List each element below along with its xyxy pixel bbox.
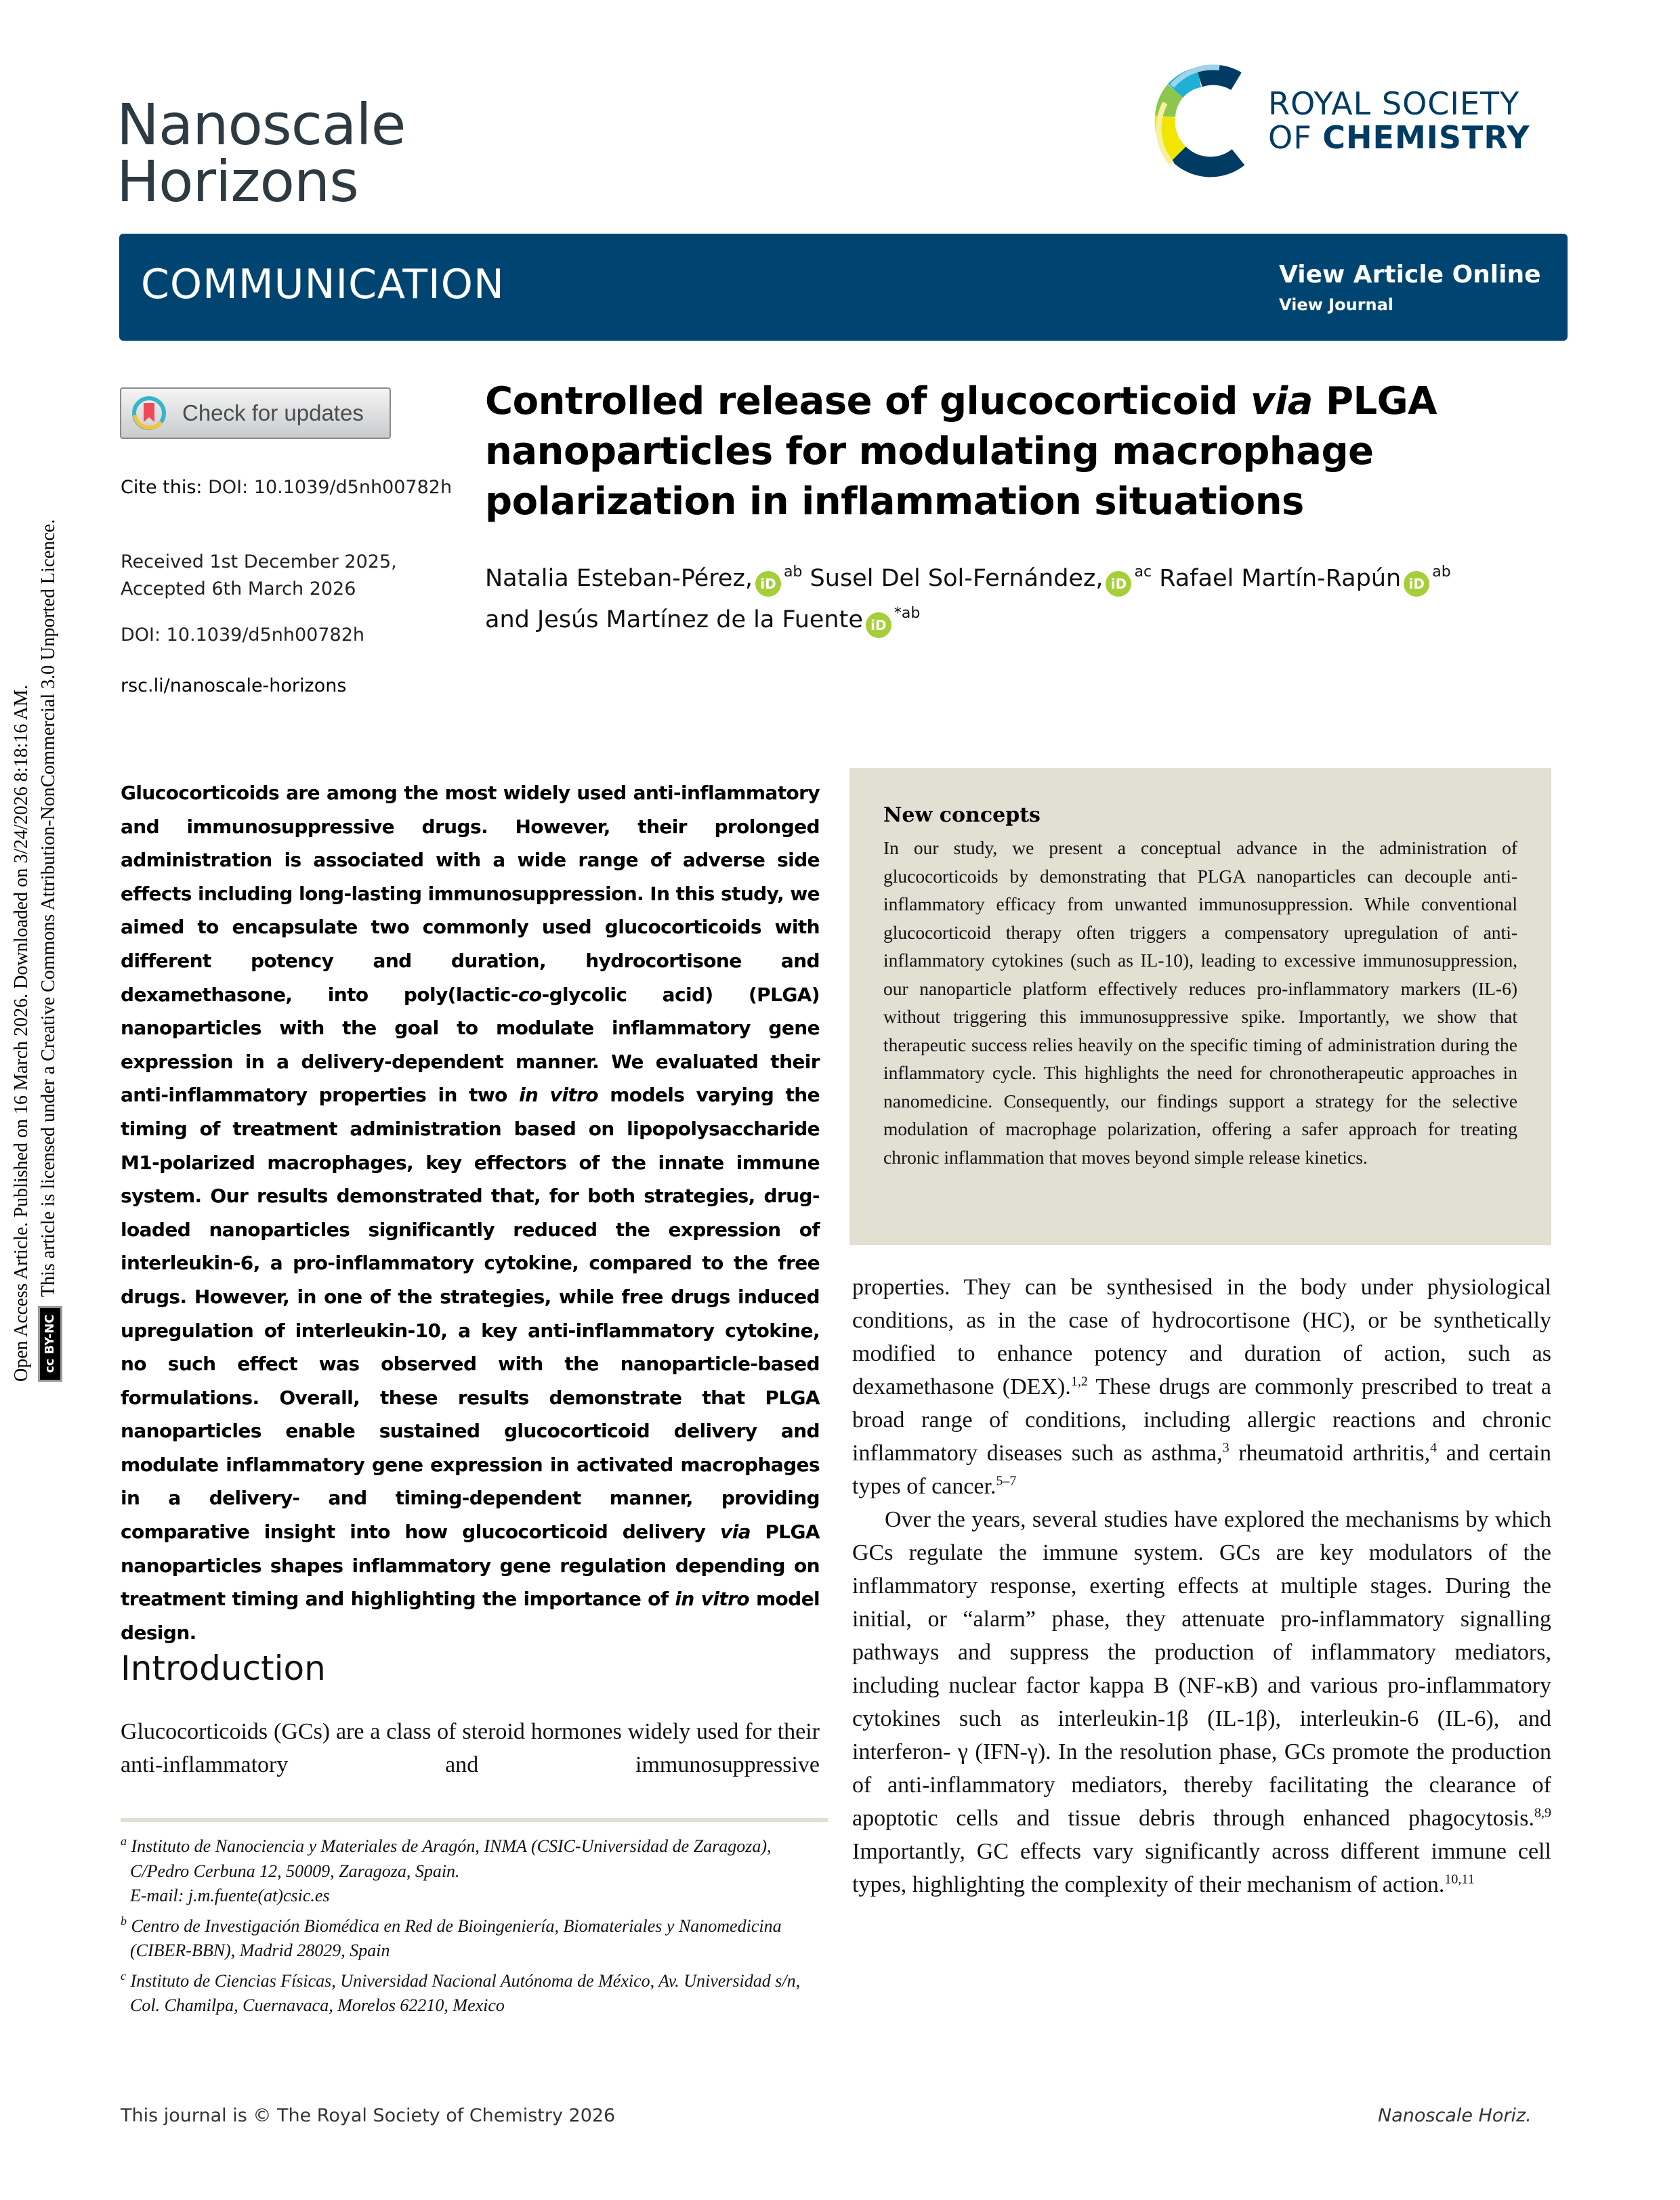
footer-copyright: This journal is © The Royal Society of Chemistry 2026 [121, 2105, 616, 2126]
citation-ref[interactable]: 3 [1222, 1440, 1230, 1456]
abstract-italic: co [518, 983, 542, 1006]
abstract-text: -glycolic acid) (PLGA) nanoparticles with the goal to modulate inflammatory gene expression in a delivery-dependent manner. We evaluated their anti-inflammatory properties in two [121, 983, 820, 1107]
article-type: COMMUNICATION [141, 261, 505, 308]
orcid-icon[interactable]: iD [755, 571, 781, 597]
body-text: and certain types of cancer. [852, 1441, 1552, 1499]
affiliation-email[interactable]: E-mail: j.m.fuente(at)csic.es [130, 1886, 330, 1905]
abstract-text: PLGA nanoparticles shapes inflammatory gene regulation depending on treatment timing and highlighting the importance of [121, 1521, 820, 1611]
abstract-italic: in vitro [519, 1084, 598, 1107]
cite-label: Cite this: [121, 477, 203, 498]
license-strip [8, 520, 62, 1382]
footnote-divider [121, 1818, 828, 1822]
bookmark-ring-icon [131, 395, 167, 431]
body-text-right [852, 1271, 1551, 1901]
citation-ref[interactable]: 1,2 [1070, 1374, 1088, 1389]
affiliation-label: b [121, 1913, 127, 1928]
abstract-text: model design. [121, 1588, 820, 1644]
affiliation-text: Instituto de Ciencias Físicas, Universidad Nacional Autónoma de México, Av. Universidad s/n, Col. Chamilpa, Cuernavaca, Morelos 62210, Mexico [130, 1970, 801, 2015]
new-concepts-body: In our study, we present a conceptual advance in the administration of glucocorticoids by demonstrating that PLGA nanoparticles can decouple anti-inflammatory efficacy from unwanted immunosuppression. While conventional glucocorticoid therapy often triggers a compensatory upregulation of anti-inflammatory cytokines (such as IL-10), leading to excessive immunosuppression, our nanoparticle platform effectively reduces pro-inflammatory markers (IL-6) without triggering this immunosuppressive spike. Importantly, we show that therapeutic success relies heavily on the specific timing of administration during the inflammatory cycle. This highlights the need for chronotherapeutic approaches in nanomedicine. Consequently, our findings support a strategy for the selective modulation of macrophage polarization, offering a safer approach for treating chronic inflammation that moves beyond simple release kinetics. [883, 837, 1517, 1168]
received-date: Received 1st December 2025, [121, 551, 397, 572]
abstract-italic: in vitro [675, 1588, 749, 1611]
affiliation-text: Instituto de Nanociencia y Materiales de Aragón, INMA (CSIC-Universidad de Zaragoza), C/Pedro Cerbuna 12, 50009, Zaragoza, Spain. [130, 1836, 772, 1881]
title-part2: PLGA nanoparticles for modulating macrophage polarization in inflammation situations [485, 379, 1437, 524]
author-name: Susel Del Sol-Fernández, [810, 565, 1104, 592]
author-list [485, 555, 1569, 638]
citation-ref[interactable]: 8,9 [1534, 1805, 1551, 1821]
abstract-italic: via [719, 1521, 751, 1544]
affiliation-a [121, 1829, 825, 1909]
doi: DOI: 10.1039/d5nh00782h [121, 625, 364, 646]
cite-doi: DOI: 10.1039/d5nh00782h [208, 477, 453, 498]
cite-this [121, 474, 452, 501]
title-part1: Controlled release of glucocorticoid [485, 379, 1251, 423]
author-affil: ab [1432, 564, 1451, 580]
citation-ref[interactable]: 4 [1430, 1440, 1437, 1456]
body-paragraph [852, 1503, 1551, 1901]
article-title [485, 377, 1542, 527]
view-article-online-link[interactable]: View Article Online [1279, 261, 1541, 289]
author-name: Natalia Esteban-Pérez, [485, 565, 753, 592]
accepted-date: Accepted 6th March 2026 [121, 578, 356, 599]
license-line2-text[interactable]: This article is licensed under a Creative Commons Attribution-NonCommercial 3.0 Unported Licence. [38, 519, 59, 1298]
check-for-updates-label: Check for updates [182, 400, 364, 425]
body-text: rheumatoid arthritis, [1229, 1441, 1431, 1466]
license-line2 [35, 520, 62, 1382]
orcid-icon[interactable]: iD [1106, 571, 1131, 597]
journal-name-line2: Horizons [117, 148, 358, 215]
affiliations [121, 1829, 825, 2018]
citation-ref[interactable]: 5–7 [996, 1473, 1017, 1489]
publisher-line1: ROYAL SOCIETY [1268, 85, 1520, 122]
view-journal-link[interactable]: View Journal [1279, 295, 1394, 314]
body-paragraph [852, 1271, 1551, 1503]
author-affil: *ab [894, 605, 921, 622]
footer-journal-abbrev: Nanoscale Horiz. [1378, 2105, 1532, 2126]
affiliation-label: a [121, 1834, 127, 1848]
journal-link[interactable]: rsc.li/nanoscale-horizons [121, 675, 347, 696]
license-line1: Open Access Article. Published on 16 March 2026. Downloaded on 3/24/2026 8:18:16 AM. [11, 685, 32, 1382]
new-concepts-box [849, 768, 1551, 1245]
orcid-icon[interactable]: iD [1404, 571, 1429, 597]
new-concepts-heading: New concepts [883, 803, 1041, 827]
journal-name [117, 91, 406, 215]
affiliation-b [121, 1909, 825, 1964]
check-for-updates-button[interactable] [120, 387, 391, 439]
affiliation-label: c [121, 1968, 126, 1983]
orcid-icon[interactable]: iD [866, 612, 891, 638]
publisher-line2-bold: CHEMISTRY [1322, 119, 1530, 156]
introduction-paragraph: Glucocorticoids (GCs) are a class of steroid hormones widely used for their anti-inflammatory and immunosuppressive [121, 1719, 820, 1777]
affiliation-text: Centro de Investigación Biomédica en Red de Bioingeniería, Biomateriales y Nanomedicina (CIBER-BBN), Madrid 28029, Spain [130, 1916, 782, 1960]
abstract [121, 776, 820, 1649]
body-text: These drugs are commonly prescribed to treat a broad range of conditions, including allergic reactions and chronic inflammatory diseases such as asthma, [852, 1374, 1551, 1466]
citation-ref[interactable]: 10,11 [1444, 1871, 1475, 1887]
affiliation-c [121, 1964, 825, 2018]
publisher-name [1268, 87, 1530, 154]
rsc-logo-icon [1152, 62, 1267, 177]
journal-name-line1: Nanoscale [117, 91, 406, 158]
publisher-line2 [1268, 121, 1530, 154]
publisher-line2-prefix: OF [1268, 119, 1312, 156]
title-italic: via [1250, 379, 1313, 423]
body-text: properties. They can be synthesised in the body under physiological conditions, as in the case of hydrocortisone (HC), or be synthetically modified to enhance potency and duration of action, such as dexamethasone (DEX). [852, 1275, 1551, 1399]
author-affil: ac [1134, 564, 1152, 580]
author-affil: ab [783, 564, 803, 580]
body-text: Over the years, several studies have explored the mechanisms by which GCs regulate the immune system. GCs are key modulators of the inflammatory response, exerting effects at multiple stages. During the initial, or “alarm” phase, they attenuate pro-inflammatory signalling pathways and suppress the production of inflammatory mediators, including nuclear factor kappa B (NF-κB) and various pro-inflammatory cytokines such as interleukin-1β (IL-1β), interleukin-6 (IL-6), and interferon- γ (IFN-γ). In the resolution phase, GCs promote the production of anti-inflammatory mediators, thereby facilitating the clearance of apoptotic cells and tissue debris through enhanced phagocytosis. [852, 1507, 1551, 1831]
abstract-text: models varying the timing of treatment administration based on lipopolysaccharide M1-polarized macrophages, key effectors of the innate immune system. Our results demonstrated that, for both strategies, drug-loaded nanoparticles significantly reduced the expression of interleukin-6, a pro-inflammatory cytokine, compared to the free drugs. However, in one of the strategies, while free drugs induced upregulation of interleukin-10, a key anti-inflammatory cytokine, no such effect was observed with the nanoparticle-based formulations. Overall, these results demonstrate that PLGA nanoparticles enable sustained glucocorticoid delivery and modulate inflammatory gene expression in activated macrophages in a delivery- and timing-dependent manner, providing comparative insight into how glucocorticoid delivery [121, 1084, 820, 1544]
author-name: Rafael Martín-Rapún [1159, 565, 1402, 592]
body-text: Importantly, GC effects vary significantly across different immune cell types, highlighting the complexity of their mechanism of action. [852, 1839, 1551, 1897]
cc-license-badge[interactable]: cc BY-NC [38, 1306, 62, 1382]
article-dates [121, 549, 397, 603]
introduction-heading: Introduction [121, 1649, 326, 1688]
abstract-text: Glucocorticoids are among the most widely used anti-inflammatory and immunosuppressive drugs. However, their prolonged administration is associated with a wide range of adverse side effects including long-lasting immunosuppression. In this study, we aimed to encapsulate two commonly used glucocorticoids with different potency and duration, hydrocortisone and dexamethasone, into poly(lactic- [121, 782, 820, 1006]
author-name: and Jesús Martínez de la Fuente [485, 606, 863, 633]
